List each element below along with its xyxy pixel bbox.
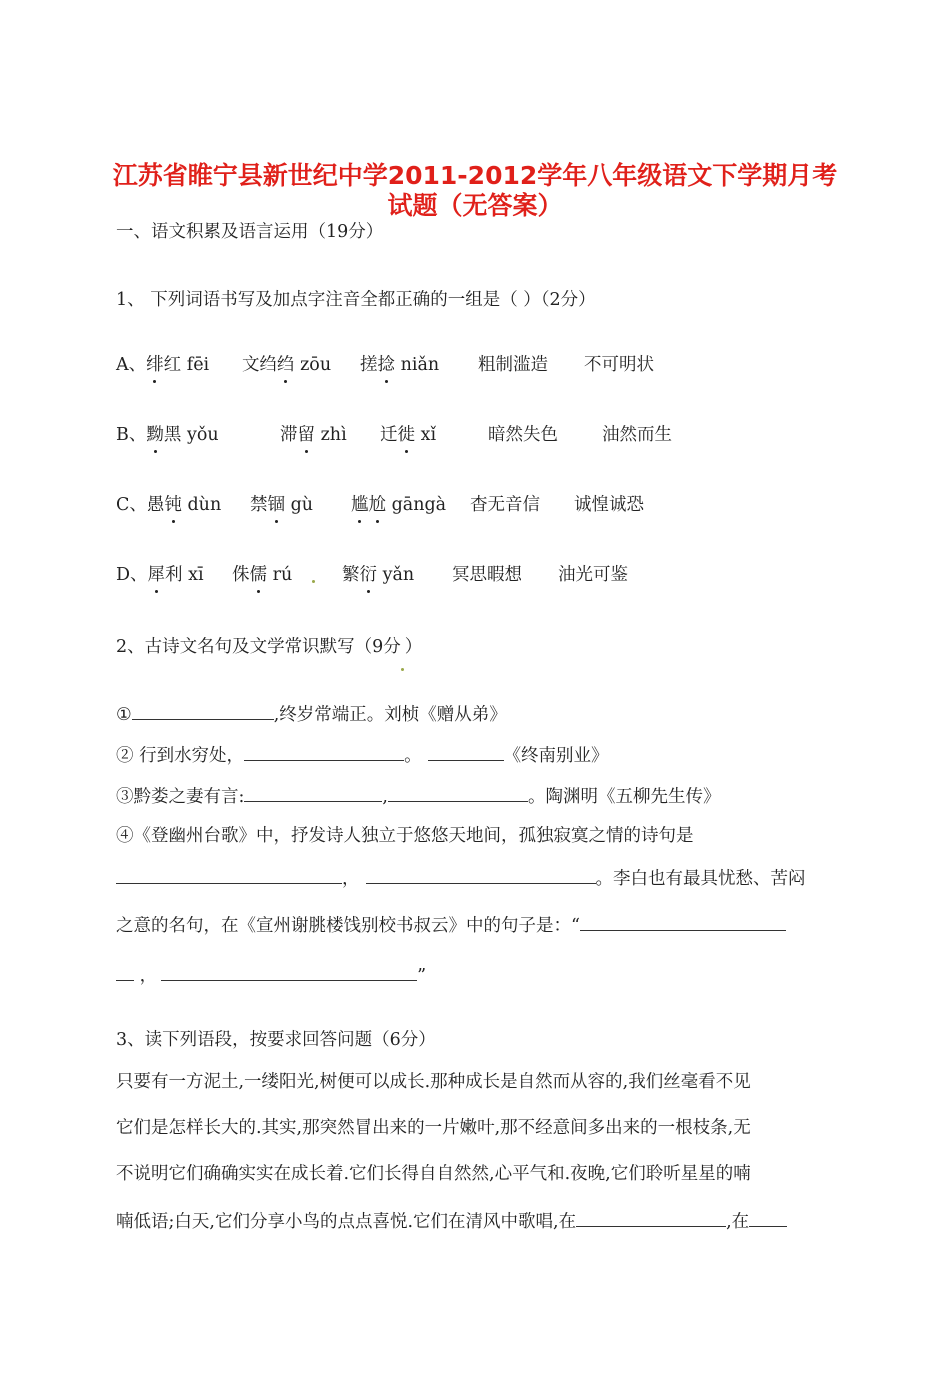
- answer-blank[interactable]: [244, 783, 382, 802]
- option-d: [116, 563, 836, 591]
- option-label: B、: [116, 425, 147, 445]
- recite-line-2: [116, 742, 609, 768]
- word-char: 黑: [163, 425, 182, 445]
- pinyin: gù: [290, 495, 314, 515]
- answer-blank[interactable]: [749, 1208, 787, 1227]
- dotted-char: 衍: [359, 565, 377, 585]
- dotted-char: 儒: [249, 565, 267, 585]
- answer-blank[interactable]: [161, 962, 417, 981]
- word: 冥思暇想: [452, 565, 522, 585]
- option-label: D、: [116, 565, 148, 585]
- recite-line-3: [116, 783, 720, 809]
- section-heading: 一、语文积累及语言运用（19分）: [116, 222, 384, 242]
- word: 粗制滥造: [478, 355, 548, 375]
- pinyin: yǎn: [382, 565, 415, 585]
- word: 油光可鉴: [558, 565, 628, 585]
- recite-line-7: [116, 962, 426, 988]
- line-text: ，: [134, 966, 158, 986]
- word: 不可明状: [584, 355, 654, 375]
- word-char: 利: [165, 565, 183, 585]
- question-2-stem: [116, 635, 422, 659]
- option-c: [116, 493, 836, 521]
- line-text: ”: [417, 966, 427, 986]
- answer-blank[interactable]: [428, 742, 504, 761]
- word-char: 迁: [380, 425, 398, 445]
- dotted-char: 徙: [397, 425, 415, 445]
- dotted-char: 捻: [377, 355, 395, 375]
- line-text: 喃低语;白天,它们分享小鸟的点点喜悦.它们在清风中歌唱,在: [116, 1212, 577, 1232]
- option-b: [116, 423, 836, 451]
- word-char: 绉: [259, 355, 277, 375]
- line-text: ② 行到水穷处，: [116, 746, 245, 766]
- word-char: 繁: [342, 565, 360, 585]
- dotted-char: 尴: [351, 495, 369, 515]
- pinyin: dùn: [187, 495, 222, 515]
- answer-blank[interactable]: [116, 865, 342, 884]
- passage-line-3: 不说明它们确确实实在成长着.它们长得自自然然,心平气和.夜晚,它们聆听星星的喃: [116, 1164, 751, 1184]
- recite-line-4: ④《登幽州台歌》中，抒发诗人独立于悠悠天地间，孤独寂寞之情的诗句是: [116, 826, 694, 846]
- word-char: 侏: [232, 565, 250, 585]
- question-1-stem: 1、 下列词语书写及加点字注音全都正确的一组是（ ）（2分）: [116, 290, 596, 310]
- pinyin: rú: [272, 565, 293, 585]
- pinyin: xī: [188, 565, 204, 585]
- recite-line-6: [116, 912, 786, 938]
- question-3-stem: 3、读下列语段，按要求回答问题（6分）: [116, 1030, 436, 1050]
- option-label: C、: [116, 495, 147, 515]
- line-text: ③黔娄之妻有言:: [116, 787, 245, 807]
- answer-blank[interactable]: [116, 962, 134, 981]
- answer-blank[interactable]: [580, 912, 786, 931]
- dotted-char: 钝: [164, 495, 182, 515]
- pinyin: gāngà: [391, 495, 447, 515]
- stray-mark: [312, 580, 315, 583]
- word-char: 文: [242, 355, 260, 375]
- recite-line-5: [116, 865, 806, 891]
- word: 暗然失色: [488, 425, 558, 445]
- dotted-char: 锢: [267, 495, 285, 515]
- word: 杳无音信: [470, 495, 540, 515]
- pinyin: zōu: [300, 355, 332, 375]
- word: 油然而生: [602, 425, 672, 445]
- passage-line-4: [116, 1208, 787, 1234]
- recite-line-1: [116, 701, 507, 727]
- answer-blank[interactable]: [132, 701, 274, 720]
- option-a: [116, 353, 836, 381]
- dotted-char: 绉: [277, 355, 295, 375]
- dotted-char: 尬: [368, 495, 386, 515]
- document-title-line-1: 江苏省睢宁县新世纪中学2011-2012学年八年级语文下学期月考: [112, 161, 838, 190]
- option-label: A、: [116, 355, 147, 375]
- pinyin: xǐ: [420, 425, 437, 445]
- line-text: ,在: [726, 1212, 750, 1232]
- line-text: 《终南别业》: [503, 746, 609, 766]
- line-text: 。: [404, 746, 422, 766]
- dotted-char: 留: [297, 425, 315, 445]
- line-text: 之意的名句，在《宣州谢朓楼饯别校书叔云》中的句子是：“: [116, 916, 580, 936]
- word-char: 搓: [360, 355, 378, 375]
- line-text: 。陶渊明《五柳先生传》: [527, 787, 721, 807]
- line-text: ,: [382, 787, 388, 807]
- pinyin: yǒu: [186, 425, 219, 445]
- passage-line-2: 它们是怎样长大的.其实,那突然冒出来的一片嫩叶,那不经意间多出来的一根枝条,无: [116, 1118, 751, 1138]
- line-text: ，: [342, 869, 360, 889]
- stem-text: 2、古诗文名句及文学常识默写（9分: [116, 637, 401, 657]
- answer-blank[interactable]: [244, 742, 404, 761]
- word-char: 滞: [280, 425, 298, 445]
- passage-line-1: 只要有一方泥土,一缕阳光,树便可以成长.那种成长是自然而从容的,我们丝毫看不见: [116, 1072, 751, 1092]
- pinyin: niǎn: [400, 355, 440, 375]
- line-text: 。李白也有最具忧愁、苦闷: [595, 869, 806, 889]
- dotted-char: 绯: [146, 355, 164, 375]
- stem-text: ）: [404, 637, 423, 657]
- answer-blank[interactable]: [388, 783, 528, 802]
- dotted-char: 犀: [147, 565, 166, 585]
- pinyin: fēi: [186, 355, 210, 375]
- word-char: 愚: [146, 495, 165, 515]
- word: 诚惶诚恐: [574, 495, 644, 515]
- word-char: 禁: [250, 495, 268, 515]
- answer-blank[interactable]: [366, 865, 596, 884]
- answer-blank[interactable]: [576, 1208, 726, 1227]
- stray-mark: [401, 668, 404, 671]
- item-number: ①: [116, 705, 132, 725]
- line-text: ,终岁常端正。刘桢《赠从弟》: [273, 705, 507, 725]
- document-title-line-2: 试题（无答案）: [387, 191, 563, 220]
- dotted-char: 黝: [146, 425, 164, 445]
- pinyin: zhì: [320, 425, 347, 445]
- word-char: 红: [163, 355, 182, 375]
